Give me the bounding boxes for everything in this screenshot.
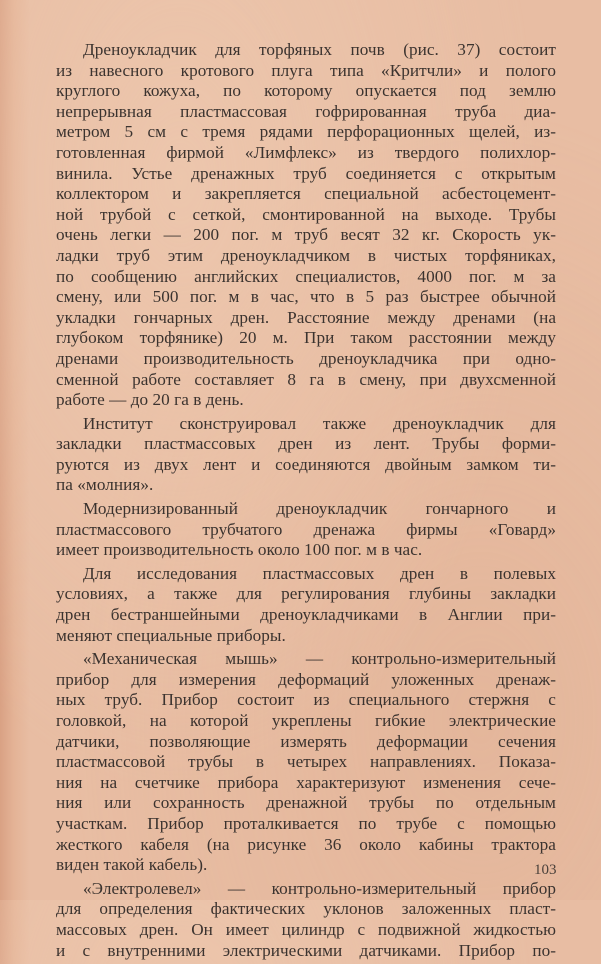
text-line: ладки труб этим дреноукладчиком в чистых торфяниках,	[56, 245, 556, 265]
text-line: ния или сохранность дренажной трубы по отдельным	[56, 793, 556, 813]
text-line: виден такой кабель).	[56, 855, 208, 875]
text-line: ной трубой с сеткой, смонтированной на выходе. Трубы	[56, 204, 556, 224]
page-body	[56, 40, 556, 964]
paragraph-field-research	[56, 564, 556, 646]
text-line: имеет производительность около 100 пог. м в час.	[56, 540, 423, 560]
text-line: Институт сконструировал также дреноукладчик для	[83, 413, 556, 433]
text-line: прибор для измерения деформаций уложенных дренаж-	[56, 669, 556, 689]
text-line: непрерывная пластмассовая гофрированная труба диа-	[56, 101, 556, 121]
text-line: датчики, позволяющие измерять деформации сечения	[56, 731, 556, 751]
page-number: 103	[534, 862, 557, 878]
text-line: Для исследования пластмассовых дрен в полевых	[83, 563, 556, 583]
text-line: из навесного кротового плуга типа «Критчли» и полого	[56, 60, 556, 80]
text-line: метром 5 см с тремя рядами перфорационных щелей, из-	[56, 122, 556, 142]
paragraph-mechanical-mouse	[56, 649, 556, 876]
paragraph-peat-drainer	[56, 40, 556, 411]
text-line: глубоком торфянике) 20 м. При таком расстоянии между	[56, 328, 556, 348]
text-line: па «молния».	[56, 475, 154, 495]
text-line: смену, или 500 пог. м в час, что в 5 раз быстрее обычной	[56, 287, 556, 307]
paragraph-electrolevel	[56, 879, 556, 961]
text-line: пластмассовой трубы в четырех направлениях. Показа-	[56, 752, 556, 772]
text-line: коллектором и закрепляется специальной асбестоцемент-	[56, 184, 556, 204]
text-line: пластмассового трубчатого дренажа фирмы «Говард»	[56, 519, 556, 539]
text-line: винила. Устье дренажных труб соединяется с открытым	[56, 163, 556, 183]
text-line: «Электролевел» — контрольно-измерительный прибор	[83, 878, 556, 898]
text-line: закладки пластмассовых дрен из лент. Трубы форми-	[56, 434, 556, 454]
text-line: для определения фактических уклонов заложенных пласт-	[56, 899, 556, 919]
text-line: головкой, на которой укреплены гибкие электрические	[56, 711, 556, 730]
text-line: сменной работе составляет 8 га в смену, при двухсменной	[56, 369, 556, 389]
text-line: дренами производительность дреноукладчика при одно-	[56, 348, 556, 368]
text-line: Дреноукладчик для торфяных почв (рис. 37) состоит	[83, 40, 556, 59]
text-line: Модернизированный дреноукладчик гончарного и	[83, 499, 556, 519]
text-line: круглого кожуха, по которому опускается под землю	[56, 81, 556, 101]
text-line: дрен бестраншейными дреноукладчиками в Англии при-	[56, 605, 556, 625]
text-line: жесткого кабеля (на рисунке 36 около кабины трактора	[56, 834, 556, 854]
paragraph-howard-drainer	[56, 499, 556, 561]
text-line: по сообщению английских специалистов, 4000 пог. м за	[56, 266, 556, 286]
text-line: готовленная фирмой «Лимфлекс» из твердого полихлор-	[56, 142, 556, 162]
text-line: укладки гончарных дрен. Расстояние между дренами (на	[56, 307, 556, 327]
text-line: работе — до 20 га в день.	[56, 390, 244, 410]
text-line: очень легки — 200 пог. м труб весят 32 кг. Скорость ук-	[56, 225, 556, 245]
text-line: массовых дрен. Он имеет цилиндр с подвижной жидкостью	[56, 919, 556, 939]
text-line: условиях, а также для регулирования глубины закладки	[56, 584, 556, 604]
text-line: ных труб. Прибор состоит из специального стержня с	[56, 690, 556, 710]
text-line: и с внутренними электрическими датчиками. Прибор по-	[56, 940, 556, 960]
text-line: участкам. Прибор проталкивается по трубе с помощью	[56, 813, 556, 833]
text-line: «Механическая мышь» — контрольно-измерительный	[83, 649, 556, 669]
text-line: руются из двух лент и соединяются двойным замком ти-	[56, 454, 556, 474]
text-line: ния на счетчике прибора характеризуют изменения сече-	[56, 772, 556, 792]
paragraph-institute-drainer	[56, 414, 556, 496]
text-line: меняют специальные приборы.	[56, 625, 286, 645]
